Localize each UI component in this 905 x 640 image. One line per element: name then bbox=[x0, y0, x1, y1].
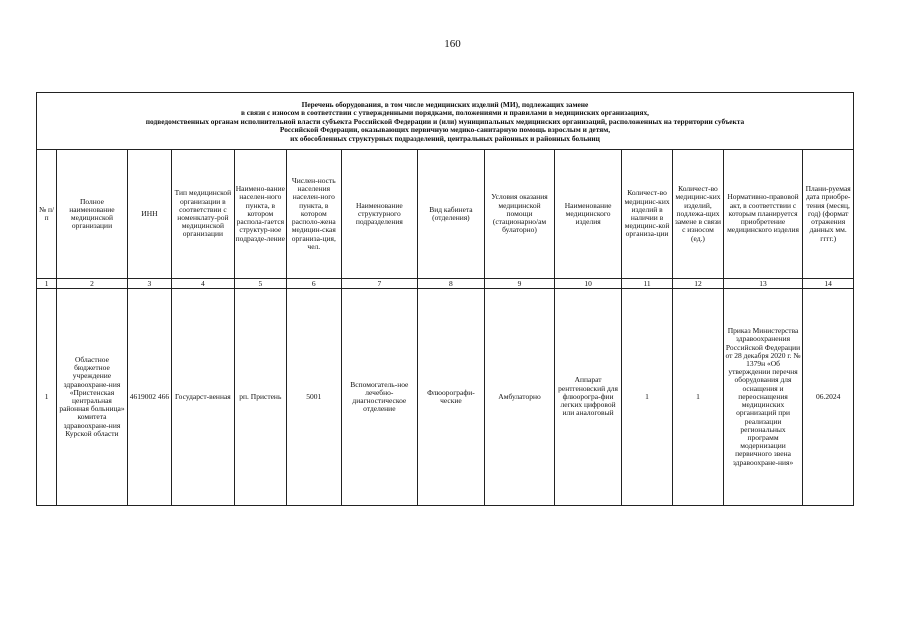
column-number: 10 bbox=[555, 279, 622, 289]
column-number: 6 bbox=[287, 279, 341, 289]
header-cell: Нормативно-правовой акт, в соответствии с которым планируется приобретение медицинского изделия bbox=[723, 150, 803, 279]
cabinet-type-cell: Флюорографи-ческие bbox=[418, 289, 485, 506]
header-cell: Вид кабинета (отделения) bbox=[418, 150, 485, 279]
column-number: 3 bbox=[127, 279, 171, 289]
inn-cell: 4619002 466 bbox=[127, 289, 171, 506]
table-row bbox=[37, 289, 854, 506]
header-cell: Наименование структурного подразделения bbox=[341, 150, 418, 279]
header-cell: Полное наименование медицинской организации bbox=[57, 150, 128, 279]
column-number: 1 bbox=[37, 279, 57, 289]
header-cell: Плани-руемая дата приобре-тения (месяц, год) (формат отражения данных мм. гггг.) bbox=[803, 150, 854, 279]
header-cell: № п/п bbox=[37, 150, 57, 279]
equipment-table bbox=[36, 92, 854, 506]
care-conditions-cell: Амбулаторно bbox=[484, 289, 555, 506]
legal-act-cell: Приказ Министерства здравоохранения Российской Федерации от 28 декабря 2020 г. № 1379н «Об утверждении перечня оборудования для оснащения и переоснащения медицинских организаций при реализации региональных программ модернизации первичного звена здравоохране-ния» bbox=[723, 289, 803, 506]
purchase-date-cell: 06.2024 bbox=[803, 289, 854, 506]
title-line-2: в связи с износом в соответствии с утвержденными порядками, положениями и правилами в медицинских организациях, bbox=[240, 108, 650, 118]
header-cell: Количест-во медицинс-ких изделий в наличии в медицинс-кой организа-ции bbox=[621, 150, 672, 279]
column-number: 13 bbox=[723, 279, 803, 289]
devices-available-cell: 1 bbox=[621, 289, 672, 506]
settlement-cell: рп. Пристень bbox=[234, 289, 286, 506]
column-number: 12 bbox=[673, 279, 723, 289]
header-cell: ИНН bbox=[127, 150, 171, 279]
title-line-3: подведомственных органам исполнительной власти субъекта Российской Федерации и (или) муниципальных медицинских организаций, расположенных на территории субъекта bbox=[145, 116, 745, 126]
header-row bbox=[37, 150, 854, 279]
header-cell: Наимено-вание населен-ного пункта, в котором распола-гается структур-ное подразде-ление bbox=[234, 150, 286, 279]
column-number: 2 bbox=[57, 279, 128, 289]
header-cell: Числен-ность населения населен-ного пункта, в котором располо-жена медицин-ская организа-ция, чел. bbox=[287, 150, 341, 279]
column-number: 5 bbox=[234, 279, 286, 289]
device-name-cell: Аппарат рентгеновский для флюорогра-фии легких цифровой или аналоговый bbox=[555, 289, 622, 506]
header-cell: Количест-во медицинс-ких изделий, подлежа-щих замене в связи с износом (ед.) bbox=[673, 150, 723, 279]
subdivision-cell: Вспомогатель-ное лечебно-диагностическое отделение bbox=[341, 289, 418, 506]
title-line-5: их обособленных структурных подразделений, центральных районных и районных больниц bbox=[290, 133, 600, 143]
header-cell: Условия оказания медицинской помощи (стационарно/ам булаторно) bbox=[484, 150, 555, 279]
column-number: 8 bbox=[418, 279, 485, 289]
column-number-row bbox=[37, 279, 854, 289]
row-number-cell: 1 bbox=[37, 289, 57, 506]
header-cell: Наименование медицинского изделия bbox=[555, 150, 622, 279]
table-title bbox=[37, 93, 854, 150]
header-cell: Тип медицинской организации в соответствии с номенклату-рой медицинской организации bbox=[172, 150, 235, 279]
title-line-1: Перечень оборудования, в том числе медицинских изделий (МИ), подлежащих замене bbox=[301, 99, 589, 109]
population-cell: 5001 bbox=[287, 289, 341, 506]
column-number: 7 bbox=[341, 279, 418, 289]
column-number: 11 bbox=[621, 279, 672, 289]
devices-to-replace-cell: 1 bbox=[673, 289, 723, 506]
organization-name-cell: Областное бюджетное учреждение здравоохране-ния «Пристенская центральная районная больница» комитета здравоохране-ния Курской области bbox=[57, 289, 128, 506]
organization-type-cell: Государст-венная bbox=[172, 289, 235, 506]
column-number: 9 bbox=[484, 279, 555, 289]
column-number: 4 bbox=[172, 279, 235, 289]
page-number: 160 bbox=[444, 38, 461, 50]
title-line-4: Российской Федерации, оказывающих первичную медико-санитарную помощь взрослым и детям, bbox=[279, 125, 611, 135]
column-number: 14 bbox=[803, 279, 854, 289]
